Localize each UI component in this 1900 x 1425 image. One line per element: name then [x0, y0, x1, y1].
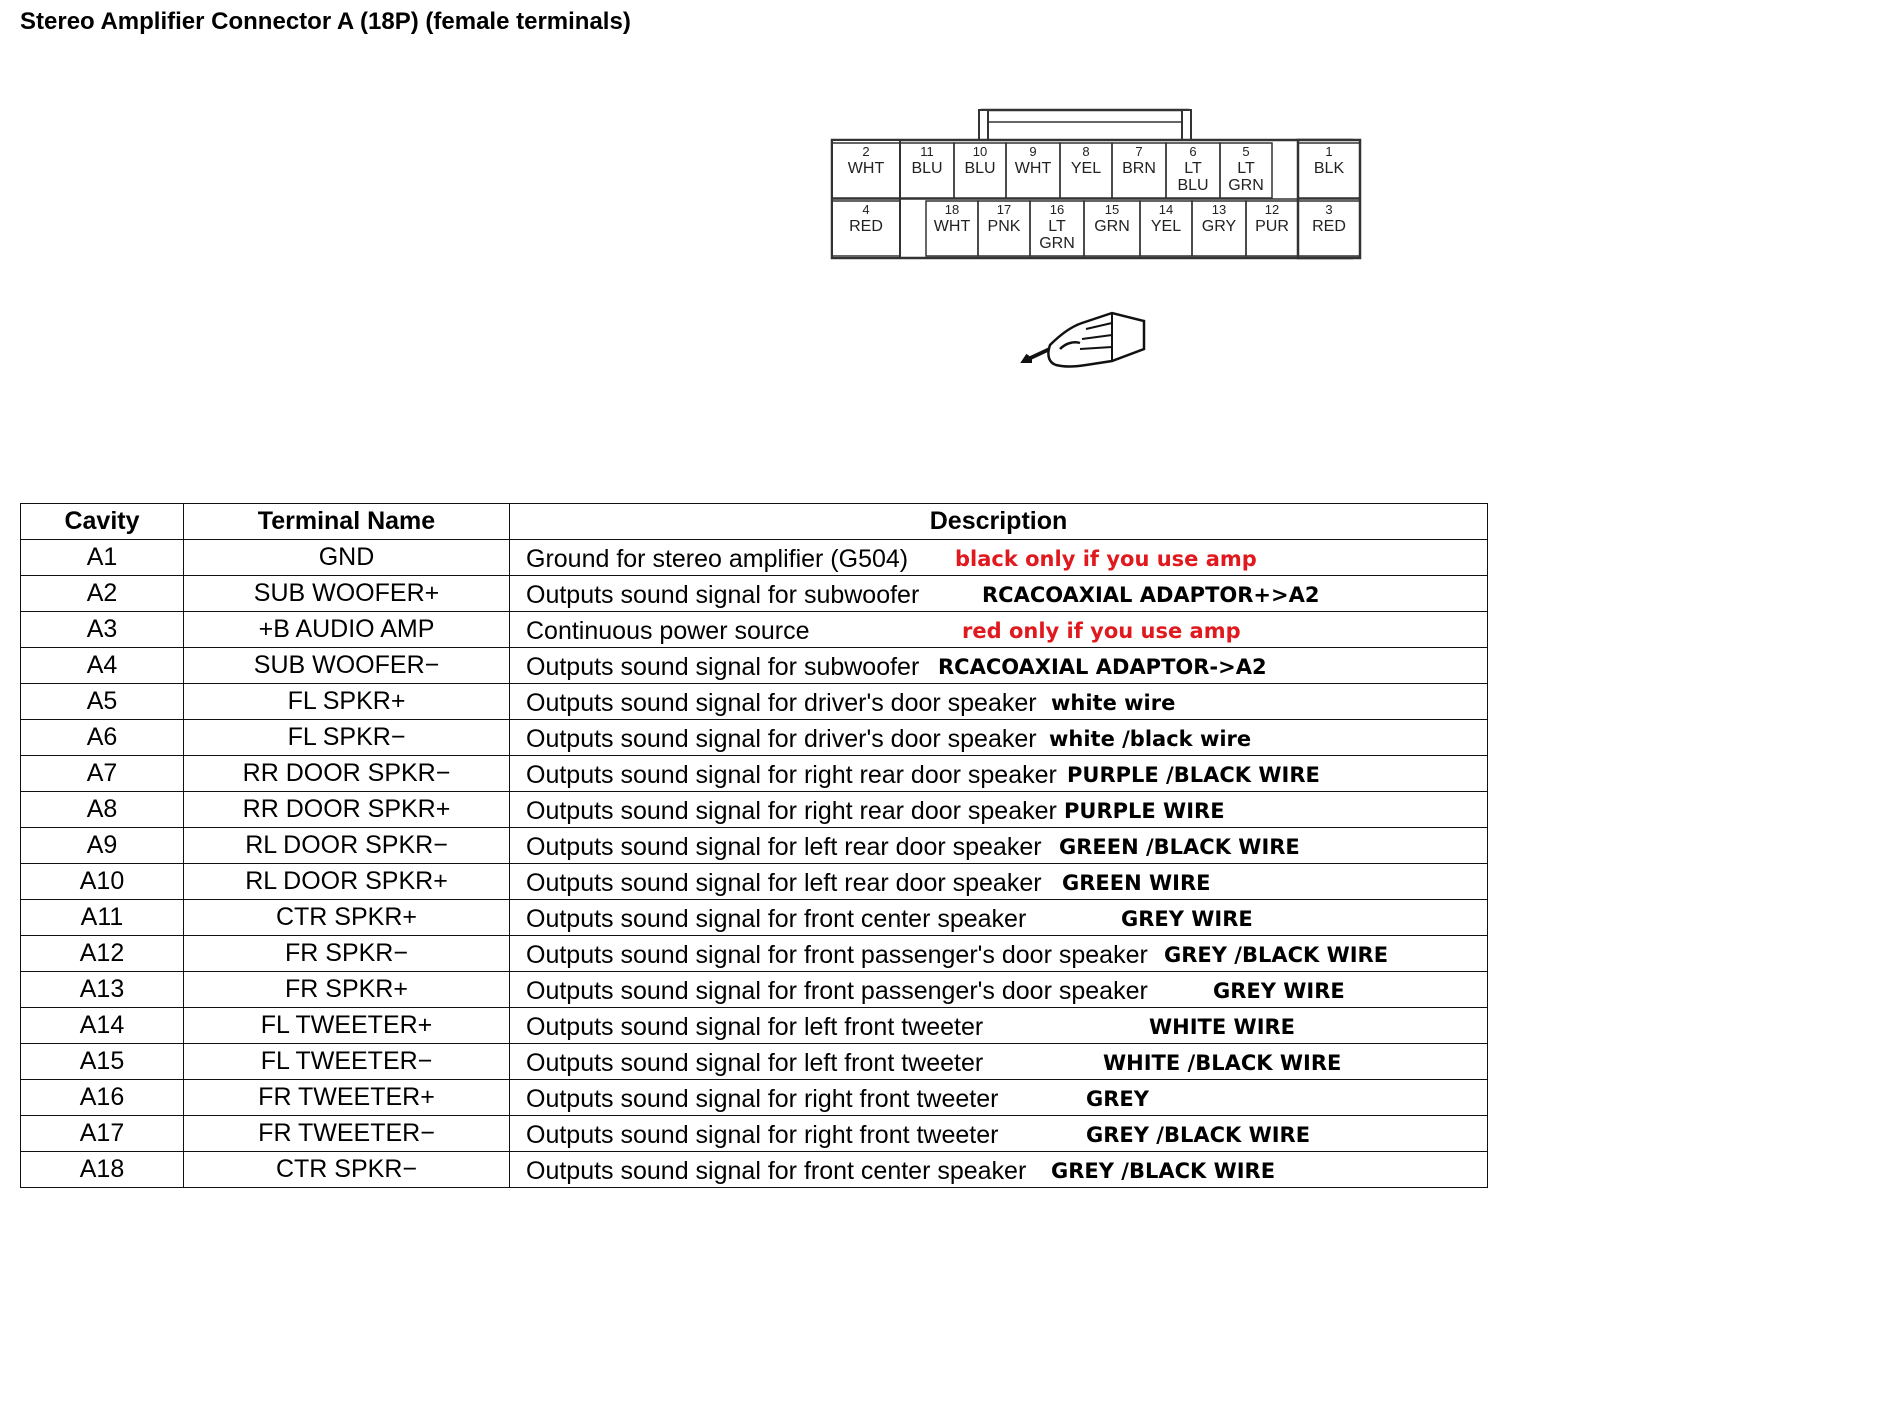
cavity-cell: A4 — [21, 648, 184, 684]
page-title: Stereo Amplifier Connector A (18P) (female terminals) — [20, 8, 631, 35]
pin-number: 9 — [1029, 144, 1037, 159]
cavity-cell: A1 — [21, 540, 184, 576]
terminal-name-cell: RL DOOR SPKR− — [184, 828, 510, 864]
pin-wire-color: BLK — [1313, 160, 1345, 177]
connector-diagram — [0, 0, 1900, 420]
pin-number: 2 — [862, 144, 870, 159]
pin-wire-color-secondary: BLU — [1177, 177, 1209, 194]
pin-number: 4 — [862, 202, 870, 217]
terminal-name-cell: +B AUDIO AMP — [184, 612, 510, 648]
header-terminal-name: Terminal Name — [184, 504, 510, 540]
wire-note: PURPLE WIRE — [1064, 799, 1225, 823]
table-row — [21, 576, 1488, 612]
pin-number: 17 — [996, 202, 1012, 217]
table-header-row — [21, 504, 1488, 540]
table-row — [21, 936, 1488, 972]
description-text: Outputs sound signal for right front tweeter — [526, 1085, 999, 1113]
table-row — [21, 864, 1488, 900]
description-text: Outputs sound signal for subwoofer — [526, 653, 920, 681]
terminal-name-cell: FR SPKR− — [184, 936, 510, 972]
description-text: Outputs sound signal for left rear door speaker — [526, 833, 1042, 861]
pin-number: 16 — [1049, 202, 1065, 217]
description-text: Outputs sound signal for front passenger's door speaker — [526, 941, 1148, 969]
cavity-cell: A16 — [21, 1080, 184, 1116]
table-row — [21, 828, 1488, 864]
terminal-name-cell: GND — [184, 540, 510, 576]
description-cell — [510, 720, 1488, 756]
table-row — [21, 972, 1488, 1008]
description-cell — [510, 1116, 1488, 1152]
table-row — [21, 648, 1488, 684]
wire-note: PURPLE /BLACK WIRE — [1067, 763, 1320, 787]
cavity-cell: A13 — [21, 972, 184, 1008]
pin-wire-color: YEL — [1070, 160, 1102, 177]
pin-wire-color: BLU — [964, 160, 996, 177]
pin-number: 6 — [1189, 144, 1197, 159]
table-row — [21, 900, 1488, 936]
table-row — [21, 1080, 1488, 1116]
description-cell — [510, 792, 1488, 828]
terminal-name-cell: RL DOOR SPKR+ — [184, 864, 510, 900]
wire-note: white wire — [1051, 691, 1176, 715]
pin-number: 5 — [1242, 144, 1250, 159]
table-row — [21, 540, 1488, 576]
pin-wire-color: LT — [1048, 218, 1066, 235]
description-cell — [510, 1152, 1488, 1188]
cavity-cell: A7 — [21, 756, 184, 792]
terminal-name-cell: FL TWEETER+ — [184, 1008, 510, 1044]
cavity-cell: A12 — [21, 936, 184, 972]
description-cell — [510, 612, 1488, 648]
pin-number: 7 — [1135, 144, 1143, 159]
pin-wire-color: YEL — [1150, 218, 1182, 235]
wire-note: GREEN /BLACK WIRE — [1059, 835, 1300, 859]
cavity-cell: A11 — [21, 900, 184, 936]
description-text: Outputs sound signal for right rear door speaker — [526, 797, 1057, 825]
wire-note: red only if you use amp — [962, 619, 1241, 643]
cavity-cell: A8 — [21, 792, 184, 828]
wire-note: WHITE /BLACK WIRE — [1103, 1051, 1342, 1075]
table-row — [21, 1044, 1488, 1080]
description-text: Continuous power source — [526, 617, 810, 645]
cavity-cell: A14 — [21, 1008, 184, 1044]
description-text: Outputs sound signal for front passenger's door speaker — [526, 977, 1148, 1005]
pin-number: 10 — [972, 144, 988, 159]
pin-wire-color: WHT — [847, 160, 885, 177]
table-row — [21, 792, 1488, 828]
pin-wire-color: WHT — [933, 218, 971, 235]
terminal-name-cell: SUB WOOFER+ — [184, 576, 510, 612]
terminal-name-cell: FR TWEETER+ — [184, 1080, 510, 1116]
wire-note: GREY /BLACK WIRE — [1051, 1159, 1276, 1183]
wire-note: GREY WIRE — [1121, 907, 1253, 931]
table-row — [21, 1152, 1488, 1188]
hand-pointer-icon — [1020, 305, 1150, 375]
description-cell — [510, 684, 1488, 720]
table-row — [21, 1116, 1488, 1152]
wire-note: GREY WIRE — [1213, 979, 1345, 1003]
pin-number: 12 — [1264, 202, 1280, 217]
pin-number: 8 — [1082, 144, 1090, 159]
cavity-cell: A3 — [21, 612, 184, 648]
pin-wire-color: GRN — [1094, 218, 1130, 235]
pin-number: 15 — [1104, 202, 1120, 217]
terminal-name-cell: FL TWEETER− — [184, 1044, 510, 1080]
pin-number: 14 — [1158, 202, 1174, 217]
wire-note: GREY /BLACK WIRE — [1164, 943, 1389, 967]
terminal-name-cell: FR SPKR+ — [184, 972, 510, 1008]
description-text: Outputs sound signal for driver's door speaker — [526, 689, 1037, 717]
table-row — [21, 684, 1488, 720]
cavity-cell: A18 — [21, 1152, 184, 1188]
pin-wire-color: RED — [849, 218, 883, 235]
pin-wire-color: GRY — [1201, 218, 1237, 235]
pin-wire-color: BRN — [1122, 160, 1156, 177]
pinout-table — [20, 503, 1488, 1188]
wire-note: GREEN WIRE — [1062, 871, 1211, 895]
table-row — [21, 756, 1488, 792]
table-row — [21, 612, 1488, 648]
pin-number: 18 — [944, 202, 960, 217]
description-text: Outputs sound signal for front center speaker — [526, 905, 1027, 933]
description-text: Outputs sound signal for front center speaker — [526, 1157, 1027, 1185]
pin-wire-color: LT — [1237, 160, 1255, 177]
description-cell — [510, 576, 1488, 612]
wire-note: GREY /BLACK WIRE — [1086, 1123, 1311, 1147]
description-text: Outputs sound signal for driver's door speaker — [526, 725, 1037, 753]
terminal-name-cell: FR TWEETER− — [184, 1116, 510, 1152]
terminal-name-cell: CTR SPKR− — [184, 1152, 510, 1188]
pin-number: 11 — [920, 144, 934, 159]
cavity-cell: A15 — [21, 1044, 184, 1080]
table-row — [21, 720, 1488, 756]
pin-number: 13 — [1211, 202, 1227, 217]
description-cell — [510, 1080, 1488, 1116]
pin-wire-color: RED — [1312, 218, 1346, 235]
cavity-cell: A6 — [21, 720, 184, 756]
wire-note: RCACOAXIAL ADAPTOR+>A2 — [982, 583, 1320, 607]
description-cell — [510, 648, 1488, 684]
pin-wire-color: WHT — [1014, 160, 1052, 177]
description-cell — [510, 936, 1488, 972]
pin-number: 3 — [1325, 202, 1333, 217]
description-text: Outputs sound signal for right front tweeter — [526, 1121, 999, 1149]
description-text: Outputs sound signal for left front tweeter — [526, 1013, 984, 1041]
description-cell — [510, 1044, 1488, 1080]
description-cell — [510, 972, 1488, 1008]
description-cell — [510, 1008, 1488, 1044]
table-row — [21, 1008, 1488, 1044]
terminal-name-cell: CTR SPKR+ — [184, 900, 510, 936]
terminal-name-cell: FL SPKR− — [184, 720, 510, 756]
pin-wire-color-secondary: GRN — [1039, 235, 1075, 252]
description-cell — [510, 900, 1488, 936]
cavity-cell: A10 — [21, 864, 184, 900]
wire-note: black only if you use amp — [955, 547, 1257, 571]
pin-wire-color: BLU — [911, 160, 943, 177]
cavity-cell: A17 — [21, 1116, 184, 1152]
description-text: Outputs sound signal for left front tweeter — [526, 1049, 984, 1077]
description-text: Ground for stereo amplifier (G504) — [526, 545, 909, 573]
terminal-name-cell: FL SPKR+ — [184, 684, 510, 720]
header-description: Description — [510, 504, 1488, 540]
description-cell — [510, 828, 1488, 864]
wire-note: WHITE WIRE — [1149, 1015, 1296, 1039]
pin-wire-color: PUR — [1255, 218, 1289, 235]
pin-wire-color: LT — [1184, 160, 1202, 177]
terminal-name-cell: RR DOOR SPKR− — [184, 756, 510, 792]
description-text: Outputs sound signal for right rear door speaker — [526, 761, 1057, 789]
description-text: Outputs sound signal for subwoofer — [526, 581, 920, 609]
wire-note: GREY — [1086, 1087, 1149, 1111]
wire-note: white /black wire — [1049, 727, 1252, 751]
description-text: Outputs sound signal for left rear door speaker — [526, 869, 1042, 897]
pin-wire-color: PNK — [987, 218, 1021, 235]
terminal-name-cell: SUB WOOFER− — [184, 648, 510, 684]
pin-number: 1 — [1325, 144, 1333, 159]
wire-note: RCACOAXIAL ADAPTOR->A2 — [938, 655, 1267, 679]
cavity-cell: A9 — [21, 828, 184, 864]
pin-wire-color-secondary: GRN — [1228, 177, 1264, 194]
cavity-cell: A2 — [21, 576, 184, 612]
header-cavity: Cavity — [21, 504, 184, 540]
terminal-name-cell: RR DOOR SPKR+ — [184, 792, 510, 828]
description-cell — [510, 864, 1488, 900]
cavity-cell: A5 — [21, 684, 184, 720]
description-cell — [510, 540, 1488, 576]
description-cell — [510, 756, 1488, 792]
